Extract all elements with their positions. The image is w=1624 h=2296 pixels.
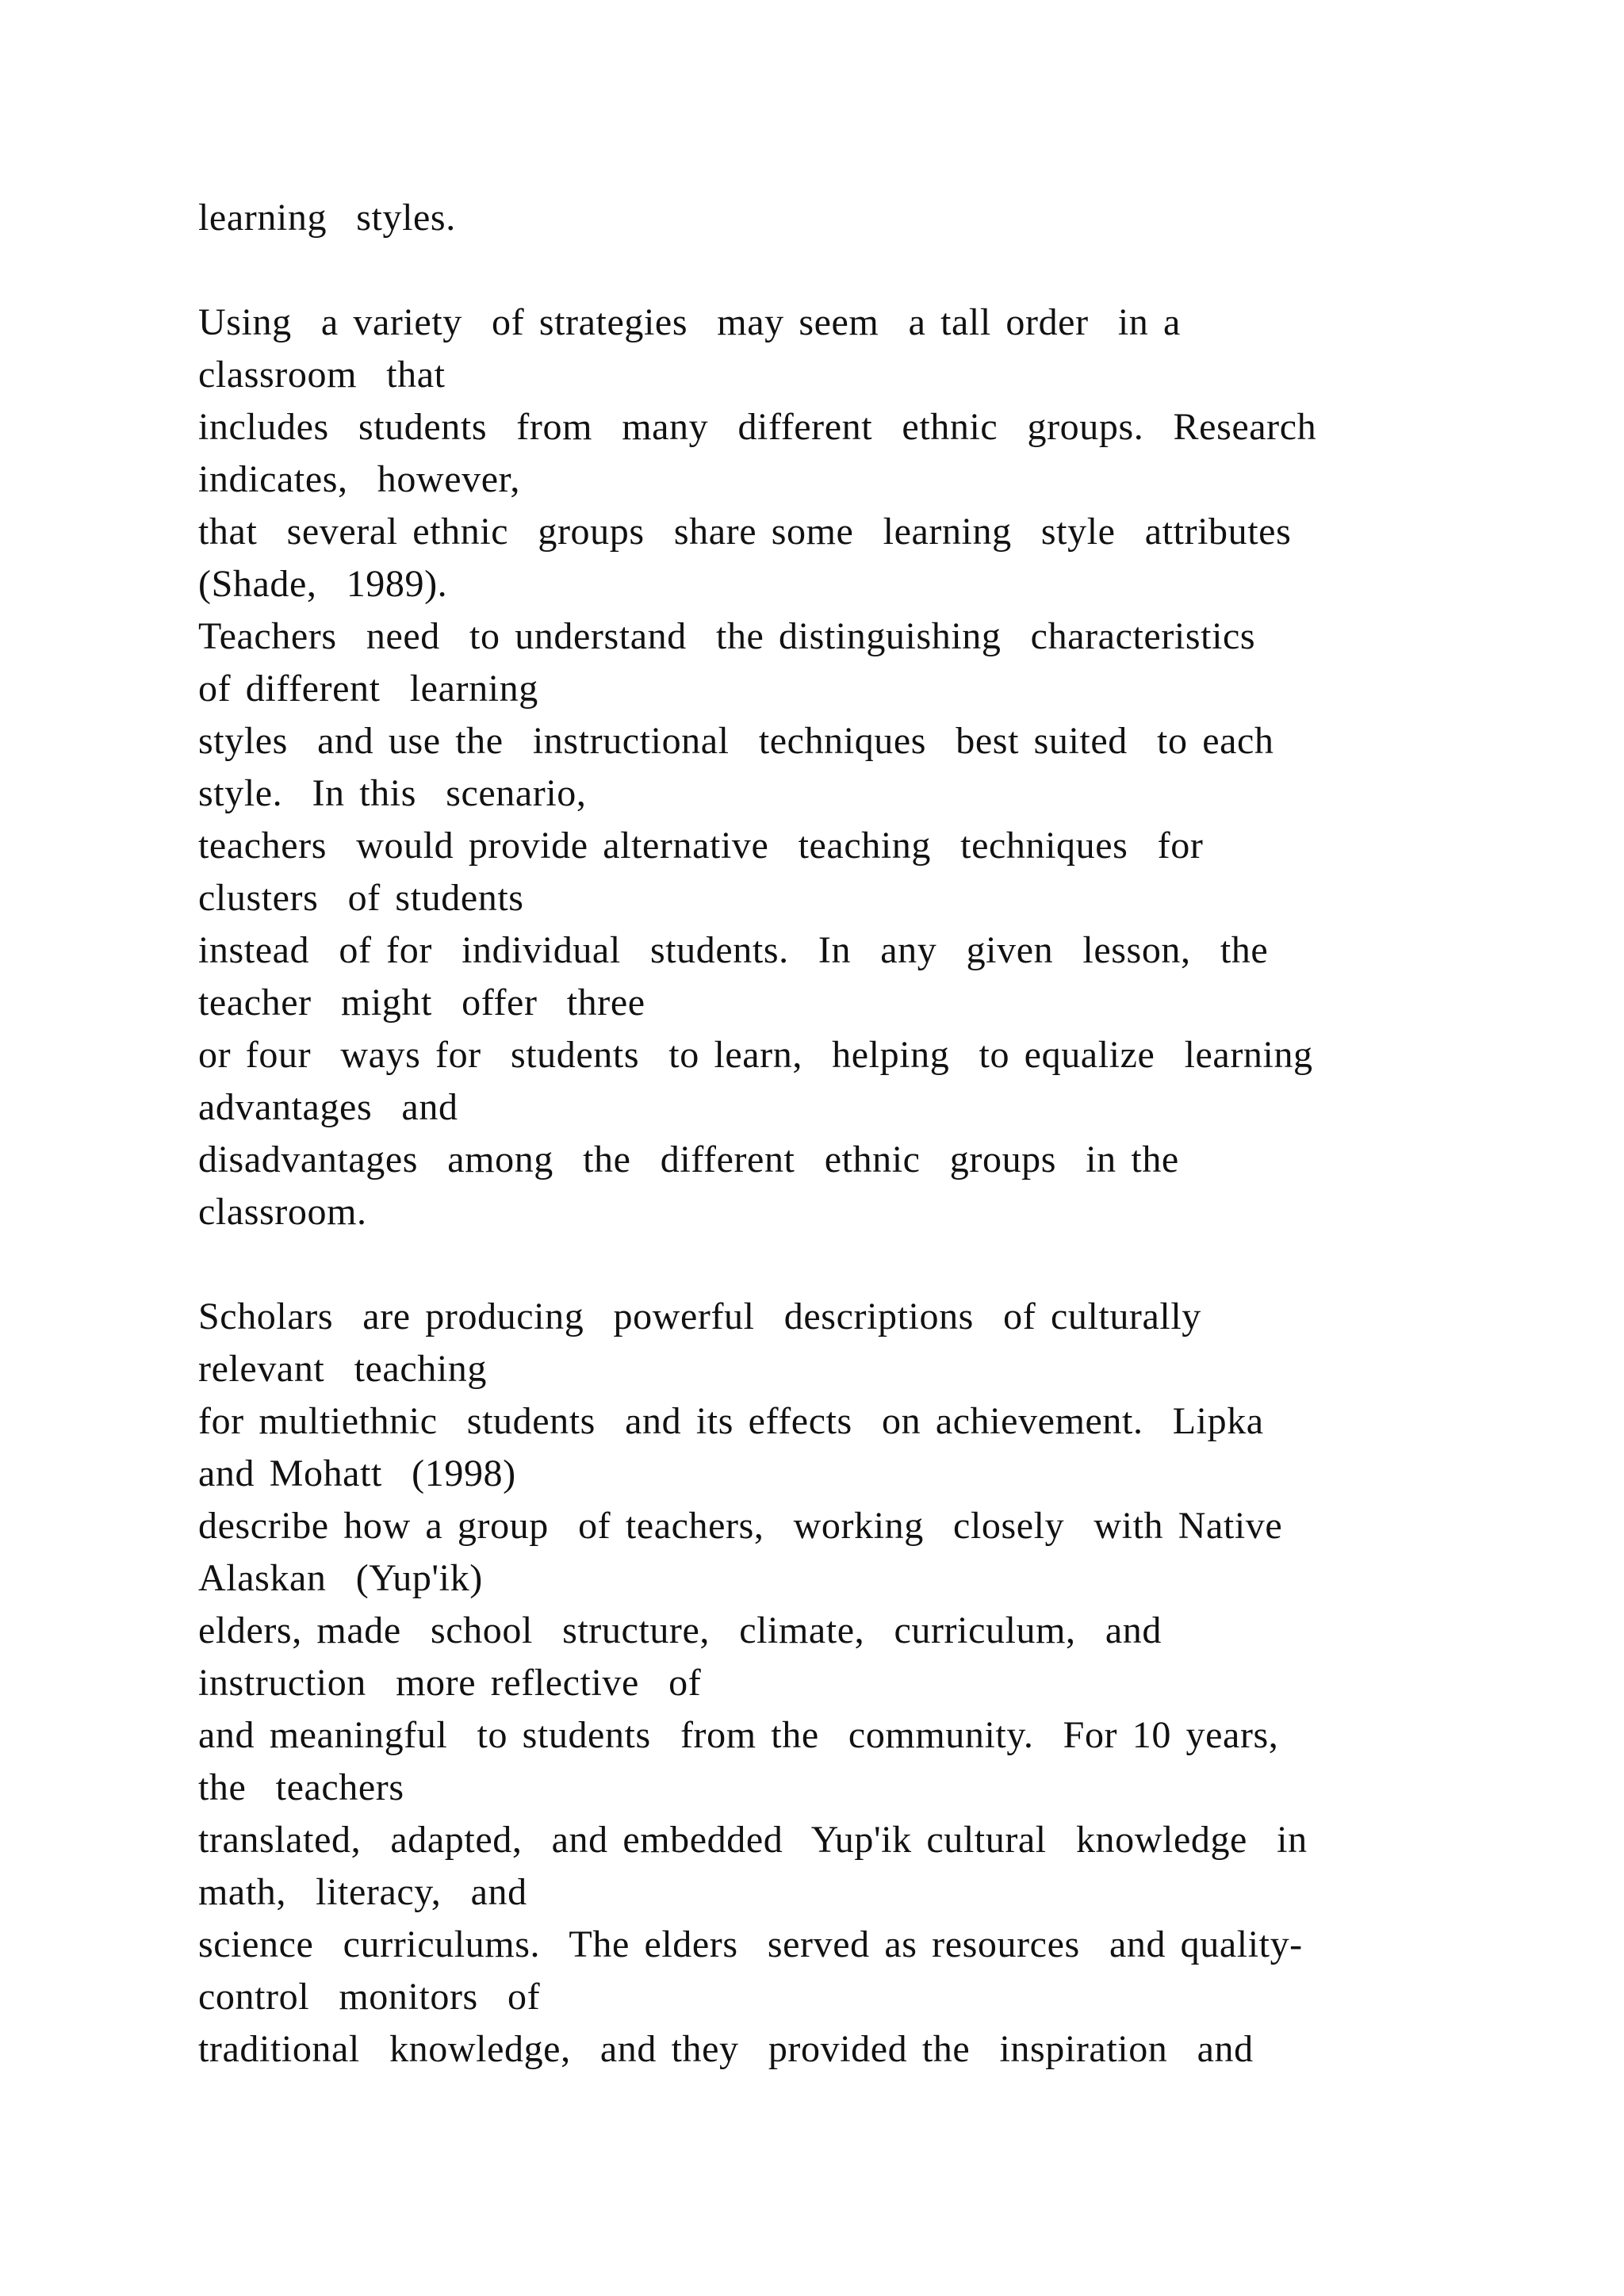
text-line: the teachers <box>198 1766 404 1808</box>
text-line: clusters of students <box>198 877 524 919</box>
text-line: teachers would provide alternative teaching techniques for <box>198 825 1204 867</box>
text-line: includes students from many different ethnic groups. Research <box>198 406 1317 448</box>
text-line: style. In this scenario, <box>198 772 587 814</box>
text-line: and meaningful to students from the community. For 10 years, <box>198 1714 1279 1756</box>
text-line: styles and use the instructional techniques best suited to each <box>198 720 1274 762</box>
text-line: elders, made school structure, climate, curriculum, and <box>198 1609 1162 1651</box>
paragraph-gap <box>198 244 1546 297</box>
text-line: for multiethnic students and its effects on achievement. Lipka <box>198 1400 1264 1442</box>
text-line: Using a variety of strategies may seem a tall order in a <box>198 301 1181 343</box>
text-line: control monitors of <box>198 1976 541 2018</box>
text-line: advantages and <box>198 1086 458 1128</box>
text-line: that several ethnic groups share some learning style attributes <box>198 511 1292 553</box>
text-line: Teachers need to understand the distinguishing characteristics <box>198 615 1256 657</box>
text-line: Scholars are producing powerful descriptions of culturally <box>198 1295 1201 1337</box>
text-line: math, literacy, and <box>198 1871 527 1913</box>
text-line: instruction more reflective of <box>198 1662 702 1704</box>
text-line: classroom. <box>198 1191 367 1233</box>
text-line: learning styles. <box>198 197 456 239</box>
text-line: (Shade, 1989). <box>198 563 448 605</box>
text-line: describe how a group of teachers, working closely with Native <box>198 1505 1283 1547</box>
text-line: indicates, however, <box>198 458 520 500</box>
text-line: teacher might offer three <box>198 982 645 1024</box>
text-line: Alaskan (Yup'ik) <box>198 1557 483 1599</box>
text-line: translated, adapted, and embedded Yup'ik cultural knowledge in <box>198 1819 1308 1861</box>
body-text <box>198 192 1546 2076</box>
text-line: science curriculums. The elders served as resources and quality- <box>198 1923 1303 1965</box>
paragraph-gap <box>198 1238 1546 1291</box>
text-line: and Mohatt (1998) <box>198 1452 516 1494</box>
text-line: disadvantages among the different ethnic groups in the <box>198 1138 1179 1181</box>
text-line: of different learning <box>198 668 538 710</box>
text-line: relevant teaching <box>198 1348 487 1390</box>
text-line: or four ways for students to learn, helping to equalize learning <box>198 1034 1313 1076</box>
text-line: instead of for individual students. In any given lesson, the <box>198 929 1269 971</box>
text-line: classroom that <box>198 354 446 396</box>
text-line: traditional knowledge, and they provided the inspiration and <box>198 2028 1254 2070</box>
